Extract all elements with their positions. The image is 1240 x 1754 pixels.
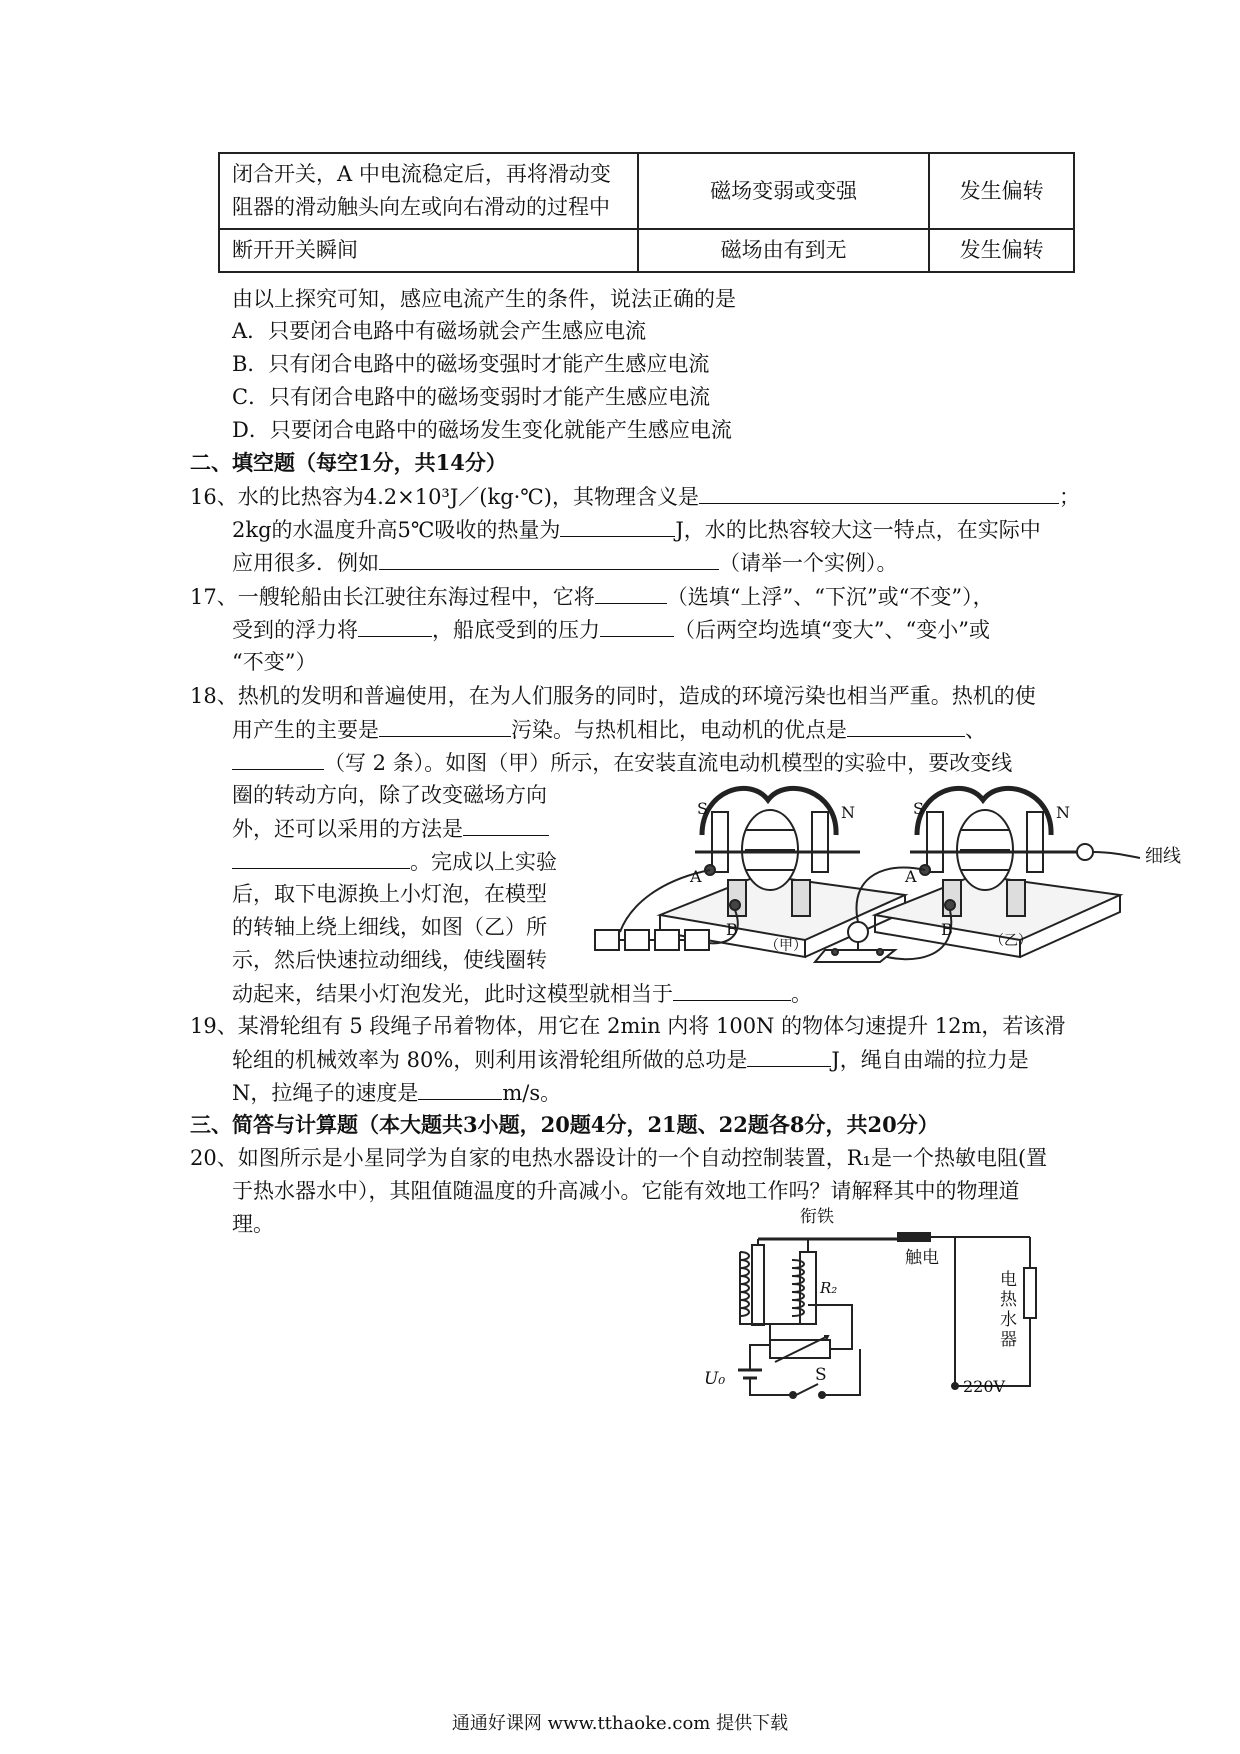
q18-line-4: 圈的转动方向，除了改变磁场方向 — [232, 783, 547, 807]
q18-line-9: 示，然后快速拉动细线，使线圈转 — [232, 948, 547, 972]
q18-text: 。 — [791, 982, 812, 1006]
q16-text: J，水的比热容较大这一特点，在实际中 — [675, 518, 1041, 542]
page-footer: 通通好课网 www.tthaoke.com 提供下载 — [451, 1713, 789, 1734]
fig-label-n: N — [841, 803, 855, 822]
fig-label-heater: 电 — [1000, 1270, 1017, 1290]
q18-text: （写 2 条）。如图（甲）所示，在安装直流电动机模型的实验中，要改变线 — [324, 751, 1013, 775]
q17-text: （选填“上浮”、“下沉”或“不变”）， — [666, 585, 994, 609]
q18-text: 外，还可以采用的方法是 — [232, 817, 463, 841]
fig-label-a: A — [905, 867, 917, 886]
fig-label-heater: 器 — [1000, 1330, 1017, 1350]
fig-label-b: B — [941, 920, 953, 939]
q18-line-1: 18、热机的发明和普遍使用，在为人们服务的同时，造成的环境污染也相当严重。热机的使 — [190, 684, 1036, 708]
fig-label-a: A — [690, 867, 702, 886]
q16-text: （请举一个实例）。 — [719, 551, 898, 575]
fig-label-contact: 触电 — [905, 1248, 939, 1268]
q18-text: 动起来，结果小灯泡发光，此时这模型就相当于 — [232, 982, 673, 1006]
fig-label-armature: 衔铁 — [800, 1207, 834, 1227]
fig-label-b: B — [726, 920, 738, 939]
q20-line-1: 20、如图所示是小星同学为自家的电热水器设计的一个自动控制装置，R₁是一个热敏电阻(置 — [190, 1146, 1048, 1170]
fig-label-s: S — [815, 1365, 827, 1385]
table-cell-operation-line: 阻器的滑动触头向左或向右滑动的过程中 — [232, 195, 610, 219]
fig-label-r2: R₂ — [820, 1279, 838, 1297]
section-2-title: 二、填空题（每空1分，共14分） — [190, 450, 507, 475]
fig-label-heater: 水 — [1000, 1310, 1017, 1330]
q19-line-1: 19、某滑轮组有 5 段绳子吊着物体，用它在 2min 内将 100N 的物体匀速提升 12m，若该滑 — [190, 1014, 1066, 1038]
q17-text: 受到的浮力将 — [232, 618, 358, 642]
fig-caption-jia: （甲） — [765, 938, 807, 954]
q17-text: ，船底受到的压力 — [432, 618, 600, 642]
table-cell-result: 发生偏转 — [929, 229, 1074, 272]
table-cell-operation: 断开开关瞬间 — [219, 229, 638, 272]
q19-text: J，绳自由端的拉力是 — [831, 1048, 1029, 1072]
q16-text: 16、水的比热容为4.2×10³J／(kg·℃)，其物理含义是 — [190, 485, 699, 509]
q20-line-2: 于热水器水中），其阻值随温度的升高减小。它能有效地工作吗？请解释其中的物理道 — [232, 1179, 1020, 1203]
q15-option-c: C．只有闭合电路中的磁场变弱时才能产生感应电流 — [232, 385, 711, 409]
fig-label-s: S — [697, 799, 708, 818]
q17-text: 17、一艘轮船由长江驶往东海过程中，它将 — [190, 585, 595, 609]
q15-stem: 由以上探究可知，感应电流产生的条件，说法正确的是 — [232, 287, 736, 311]
fig-label-heater: 热 — [1000, 1290, 1017, 1310]
q16-text: 2kg的水温度升高5℃吸收的热量为 — [232, 518, 561, 542]
q19-text: 轮组的机械效率为 80%，则利用该滑轮组所做的总功是 — [232, 1048, 748, 1072]
q16-text: 应用很多．例如 — [232, 551, 379, 575]
q15-option-d: D．只要闭合电路中的磁场发生变化就能产生感应电流 — [232, 418, 732, 442]
fig-label-u0: U₀ — [704, 1369, 726, 1389]
fig-label-n: N — [1056, 803, 1070, 822]
q19-text: N，拉绳子的速度是 — [232, 1081, 419, 1105]
q16-text: ； — [1059, 485, 1080, 509]
q20-line-3: 理。 — [232, 1212, 274, 1236]
table-cell-result: 发生偏转 — [929, 153, 1074, 229]
q18-line-8: 的转轴上绕上细线，如图（乙）所 — [232, 915, 547, 939]
fig-label-thread: 细线 — [1145, 846, 1181, 867]
fig-label-s: S — [913, 799, 924, 818]
fig-caption-yi: （乙） — [990, 933, 1032, 949]
q15-option-b: B．只有闭合电路中的磁场变强时才能产生感应电流 — [232, 352, 710, 376]
section-3-title: 三、简答与计算题（本大题共3小题，20题4分，21题、22题各8分，共20分） — [190, 1112, 939, 1137]
fig-label-220v: 220V — [963, 1377, 1006, 1396]
q18-text: 、 — [965, 718, 986, 742]
q19-text: m/s。 — [502, 1081, 562, 1105]
table-cell-field: 磁场变弱或变强 — [638, 153, 929, 229]
q15-option-a: A．只要闭合电路中有磁场就会产生感应电流 — [232, 319, 647, 343]
q18-text: 污染。与热机相比，电动机的优点是 — [511, 718, 847, 742]
q18-line-7: 后，取下电源换上小灯泡，在模型 — [232, 882, 547, 906]
q17-text: （后两空均选填“变大”、“变小”或 — [674, 618, 990, 642]
table-cell-field: 磁场由有到无 — [638, 229, 929, 272]
q18-text: 用产生的主要是 — [232, 718, 379, 742]
q18-text: 。完成以上实验 — [410, 850, 557, 874]
q17-line-3: “不变”） — [232, 650, 317, 674]
table-cell-operation-line: 闭合开关，A 中电流稳定后，再将滑动变 — [232, 162, 611, 186]
